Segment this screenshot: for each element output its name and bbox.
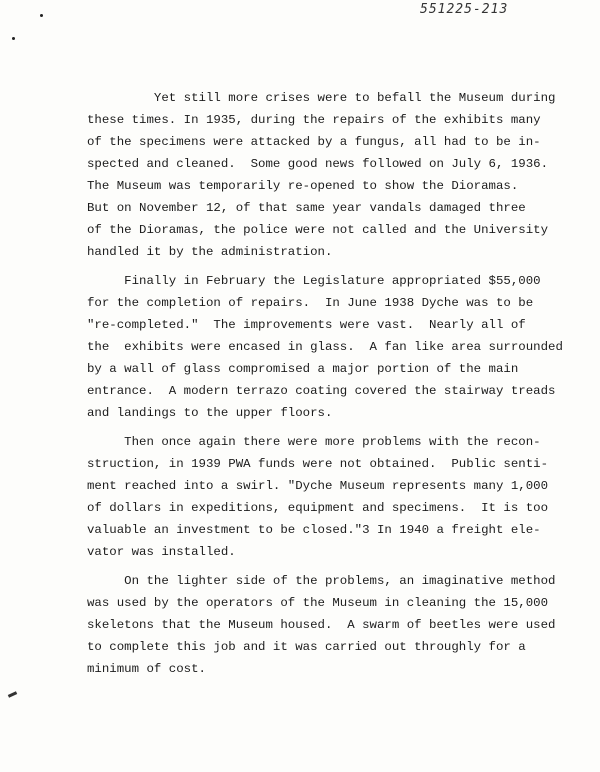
- text-line: of the specimens were attacked by a fungus, all had to be in-: [87, 135, 541, 149]
- paragraph: [87, 87, 557, 263]
- text-line: of the Dioramas, the police were not called and the University: [87, 223, 549, 237]
- text-line: minimum of cost.: [87, 662, 206, 676]
- body-text: [87, 87, 563, 687]
- text-line: was used by the operators of the Museum in cleaning the 15,000: [87, 596, 549, 610]
- text-line: by a wall of glass compromised a major portion of the main: [87, 362, 519, 376]
- text-line: Then once again there were more problems with the recon-: [87, 435, 541, 449]
- text-line: spected and cleaned. Some good news followed on July 6, 1936.: [87, 157, 549, 171]
- text-line: ment reached into a swirl. "Dyche Museum represents many 1,000: [87, 479, 549, 493]
- document-number: 551225-213: [420, 2, 509, 17]
- text-line: and landings to the upper floors.: [87, 406, 333, 420]
- text-line: skeletons that the Museum housed. A swarm of beetles were used: [87, 618, 556, 632]
- text-line: to complete this job and it was carried out throughly for a: [87, 640, 526, 654]
- text-line: entrance. A modern terrazo coating covered the stairway treads: [87, 384, 556, 398]
- scan-speck: [40, 14, 43, 17]
- text-line: Yet still more crises were to befall the Museum during: [87, 91, 556, 105]
- paragraph: [87, 431, 557, 563]
- paragraph: [87, 270, 563, 424]
- paragraph: [87, 570, 557, 680]
- text-line: "re-completed." The improvements were vast. Nearly all of: [87, 318, 526, 332]
- text-line: for the completion of repairs. In June 1938 Dyche was to be: [87, 296, 534, 310]
- text-line: struction, in 1939 PWA funds were not obtained. Public senti-: [87, 457, 549, 471]
- text-line: these times. In 1935, during the repairs of the exhibits many: [87, 113, 541, 127]
- text-line: valuable an investment to be closed."3 In 1940 a freight ele-: [87, 523, 541, 537]
- scan-speck: [12, 37, 15, 40]
- text-line: of dollars in expeditions, equipment and specimens. It is too: [87, 501, 549, 515]
- text-line: the exhibits were encased in glass. A fan like area surrounded: [87, 340, 563, 354]
- text-line: But on November 12, of that same year vandals damaged three: [87, 201, 526, 215]
- text-line: vator was installed.: [87, 545, 236, 559]
- text-line: On the lighter side of the problems, an imaginative method: [87, 574, 556, 588]
- pen-mark: [8, 691, 17, 698]
- text-line: Finally in February the Legislature appropriated $55,000: [87, 274, 541, 288]
- text-line: handled it by the administration.: [87, 245, 333, 259]
- text-line: The Museum was temporarily re-opened to show the Dioramas.: [87, 179, 519, 193]
